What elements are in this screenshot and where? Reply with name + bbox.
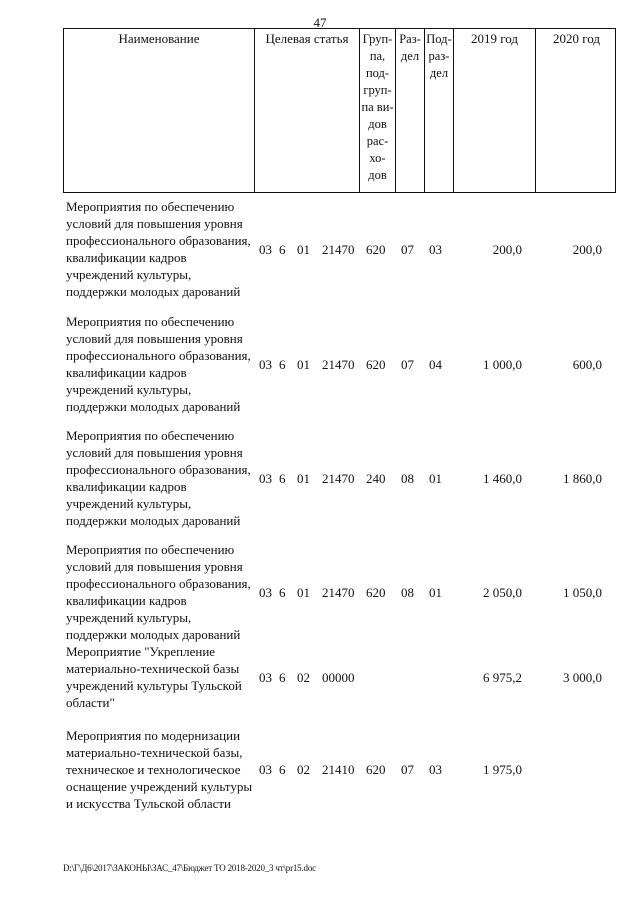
- cell-section: 07: [401, 762, 414, 777]
- cell-subsection: 01: [429, 471, 442, 486]
- row-name-line: техническое и технологическое: [66, 762, 241, 777]
- code-direction: 21470: [322, 357, 355, 372]
- code-subprogram: 6: [279, 762, 286, 777]
- code-direction: 21410: [322, 762, 355, 777]
- row-name-line: поддержки молодых дарований: [66, 513, 241, 528]
- cell-subsection: 03: [429, 762, 442, 777]
- cell-2019: 1 000,0: [483, 357, 522, 372]
- code-main-event: 02: [297, 670, 310, 685]
- row-name-line: профессионального образования,: [66, 462, 251, 477]
- row-name-line: Мероприятия по обеспечению: [66, 542, 235, 557]
- cell-group: 620: [366, 585, 386, 600]
- header-subsection: [425, 29, 454, 192]
- row-name-line: Мероприятия по обеспечению: [66, 314, 235, 329]
- row-name-line: квалификации кадров: [66, 365, 187, 380]
- row-name-line: Мероприятия по обеспечению: [66, 428, 235, 443]
- row-name: [66, 541, 266, 643]
- cell-group: 620: [366, 357, 386, 372]
- cell-2020: 1 860,0: [563, 471, 602, 486]
- row-name: [66, 198, 266, 300]
- cell-2020: 1 050,0: [563, 585, 602, 600]
- cell-section: 07: [401, 357, 414, 372]
- header-target: Целевая статья: [255, 29, 360, 192]
- header-line: дел: [400, 49, 420, 63]
- cell-2019: 1 460,0: [483, 471, 522, 486]
- cell-2019: 1 975,0: [483, 762, 522, 777]
- code-main-event: 01: [297, 357, 310, 372]
- cell-group: 620: [366, 762, 386, 777]
- header-line: Под-: [426, 32, 452, 46]
- row-name-line: поддержки молодых дарований: [66, 627, 241, 642]
- code-main-event: 01: [297, 242, 310, 257]
- row-name-line: учреждений культуры,: [66, 496, 192, 511]
- header-line: рас-: [366, 134, 389, 148]
- cell-2019: 200,0: [492, 242, 522, 257]
- code-subprogram: 6: [279, 585, 286, 600]
- header-line: дов: [368, 168, 387, 182]
- code-program: 03: [259, 471, 272, 486]
- header-line: дел: [429, 66, 449, 80]
- header-line: па,: [369, 49, 386, 63]
- cell-section: 08: [401, 585, 414, 600]
- header-line: раз-: [428, 49, 450, 63]
- code-direction: 00000: [322, 670, 355, 685]
- table-row: [0, 313, 640, 415]
- cell-section: 07: [401, 242, 414, 257]
- cell-group: 620: [366, 242, 386, 257]
- row-name-line: условий для повышения уровня: [66, 559, 243, 574]
- header-line: хо-: [369, 151, 386, 165]
- table-row: [0, 727, 640, 812]
- header-group: [360, 29, 396, 192]
- row-name-line: квалификации кадров: [66, 479, 187, 494]
- code-subprogram: 6: [279, 471, 286, 486]
- code-direction: 21470: [322, 585, 355, 600]
- row-name-line: Мероприятия по обеспечению: [66, 199, 235, 214]
- code-direction: 21470: [322, 242, 355, 257]
- cell-2019: 6 975,2: [483, 670, 522, 685]
- code-main-event: 01: [297, 471, 310, 486]
- cell-group: 240: [366, 471, 386, 486]
- table-row: [0, 643, 640, 711]
- table-row: [0, 198, 640, 300]
- row-name-line: учреждений культуры,: [66, 382, 192, 397]
- row-name-line: поддержки молодых дарований: [66, 399, 241, 414]
- row-name: [66, 427, 266, 529]
- header-line: па ви-: [361, 100, 394, 114]
- row-name-line: материально-технической базы,: [66, 745, 243, 760]
- row-name-line: учреждений культуры,: [66, 610, 192, 625]
- row-name-line: материально-технической базы: [66, 661, 240, 676]
- cell-subsection: 04: [429, 357, 442, 372]
- page-number: 47: [313, 15, 327, 30]
- row-name-line: поддержки молодых дарований: [66, 284, 241, 299]
- header-section: [396, 29, 425, 192]
- cell-2020: 600,0: [572, 357, 602, 372]
- row-name-line: профессионального образования,: [66, 576, 251, 591]
- code-subprogram: 6: [279, 357, 286, 372]
- footer-file-path: D:\Г\Д6\2017\ЗАКОНЫ\ЗАС_47\Бюджет ТО 2018-2020_3 чт\pr15.doc: [63, 863, 316, 873]
- row-name-line: области": [66, 695, 115, 710]
- code-direction: 21470: [322, 471, 355, 486]
- cell-2019: 2 050,0: [483, 585, 522, 600]
- code-program: 03: [259, 762, 272, 777]
- row-name-line: квалификации кадров: [66, 593, 187, 608]
- row-name: [66, 643, 266, 711]
- header-line: Груп-: [362, 32, 393, 46]
- row-name-line: Мероприятие "Укрепление: [66, 644, 216, 659]
- row-name-line: профессионального образования,: [66, 233, 251, 248]
- code-program: 03: [259, 357, 272, 372]
- table-header: [63, 28, 616, 193]
- row-name: [66, 727, 266, 812]
- header-line: дов: [368, 117, 387, 131]
- row-name-line: учреждений культуры,: [66, 267, 192, 282]
- header-line: Раз-: [399, 32, 421, 46]
- cell-2020: 200,0: [572, 242, 602, 257]
- table-row: [0, 427, 640, 529]
- row-name-line: квалификации кадров: [66, 250, 187, 265]
- header-name: Наименование: [64, 29, 255, 192]
- row-name-line: профессионального образования,: [66, 348, 251, 363]
- row-name-line: условий для повышения уровня: [66, 445, 243, 460]
- row-name-line: Мероприятия по модернизации: [66, 728, 241, 743]
- header-2019: 2019 год: [454, 29, 536, 192]
- code-main-event: 01: [297, 585, 310, 600]
- header-2020: 2020 год: [553, 31, 600, 46]
- row-name-line: условий для повышения уровня: [66, 216, 243, 231]
- row-name: [66, 313, 266, 415]
- cell-subsection: 01: [429, 585, 442, 600]
- code-main-event: 02: [297, 762, 310, 777]
- row-name-line: оснащение учреждений культуры: [66, 779, 253, 794]
- code-subprogram: 6: [279, 242, 286, 257]
- code-subprogram: 6: [279, 670, 286, 685]
- row-name-line: и искусства Тульской области: [66, 796, 232, 811]
- code-program: 03: [259, 585, 272, 600]
- cell-section: 08: [401, 471, 414, 486]
- row-name-line: учреждений культуры Тульской: [66, 678, 242, 693]
- cell-2020: 3 000,0: [563, 670, 602, 685]
- row-name-line: условий для повышения уровня: [66, 331, 243, 346]
- code-program: 03: [259, 242, 272, 257]
- code-program: 03: [259, 670, 272, 685]
- table-row: [0, 541, 640, 643]
- cell-subsection: 03: [429, 242, 442, 257]
- header-line: груп-: [363, 83, 392, 97]
- header-line: под-: [365, 66, 390, 80]
